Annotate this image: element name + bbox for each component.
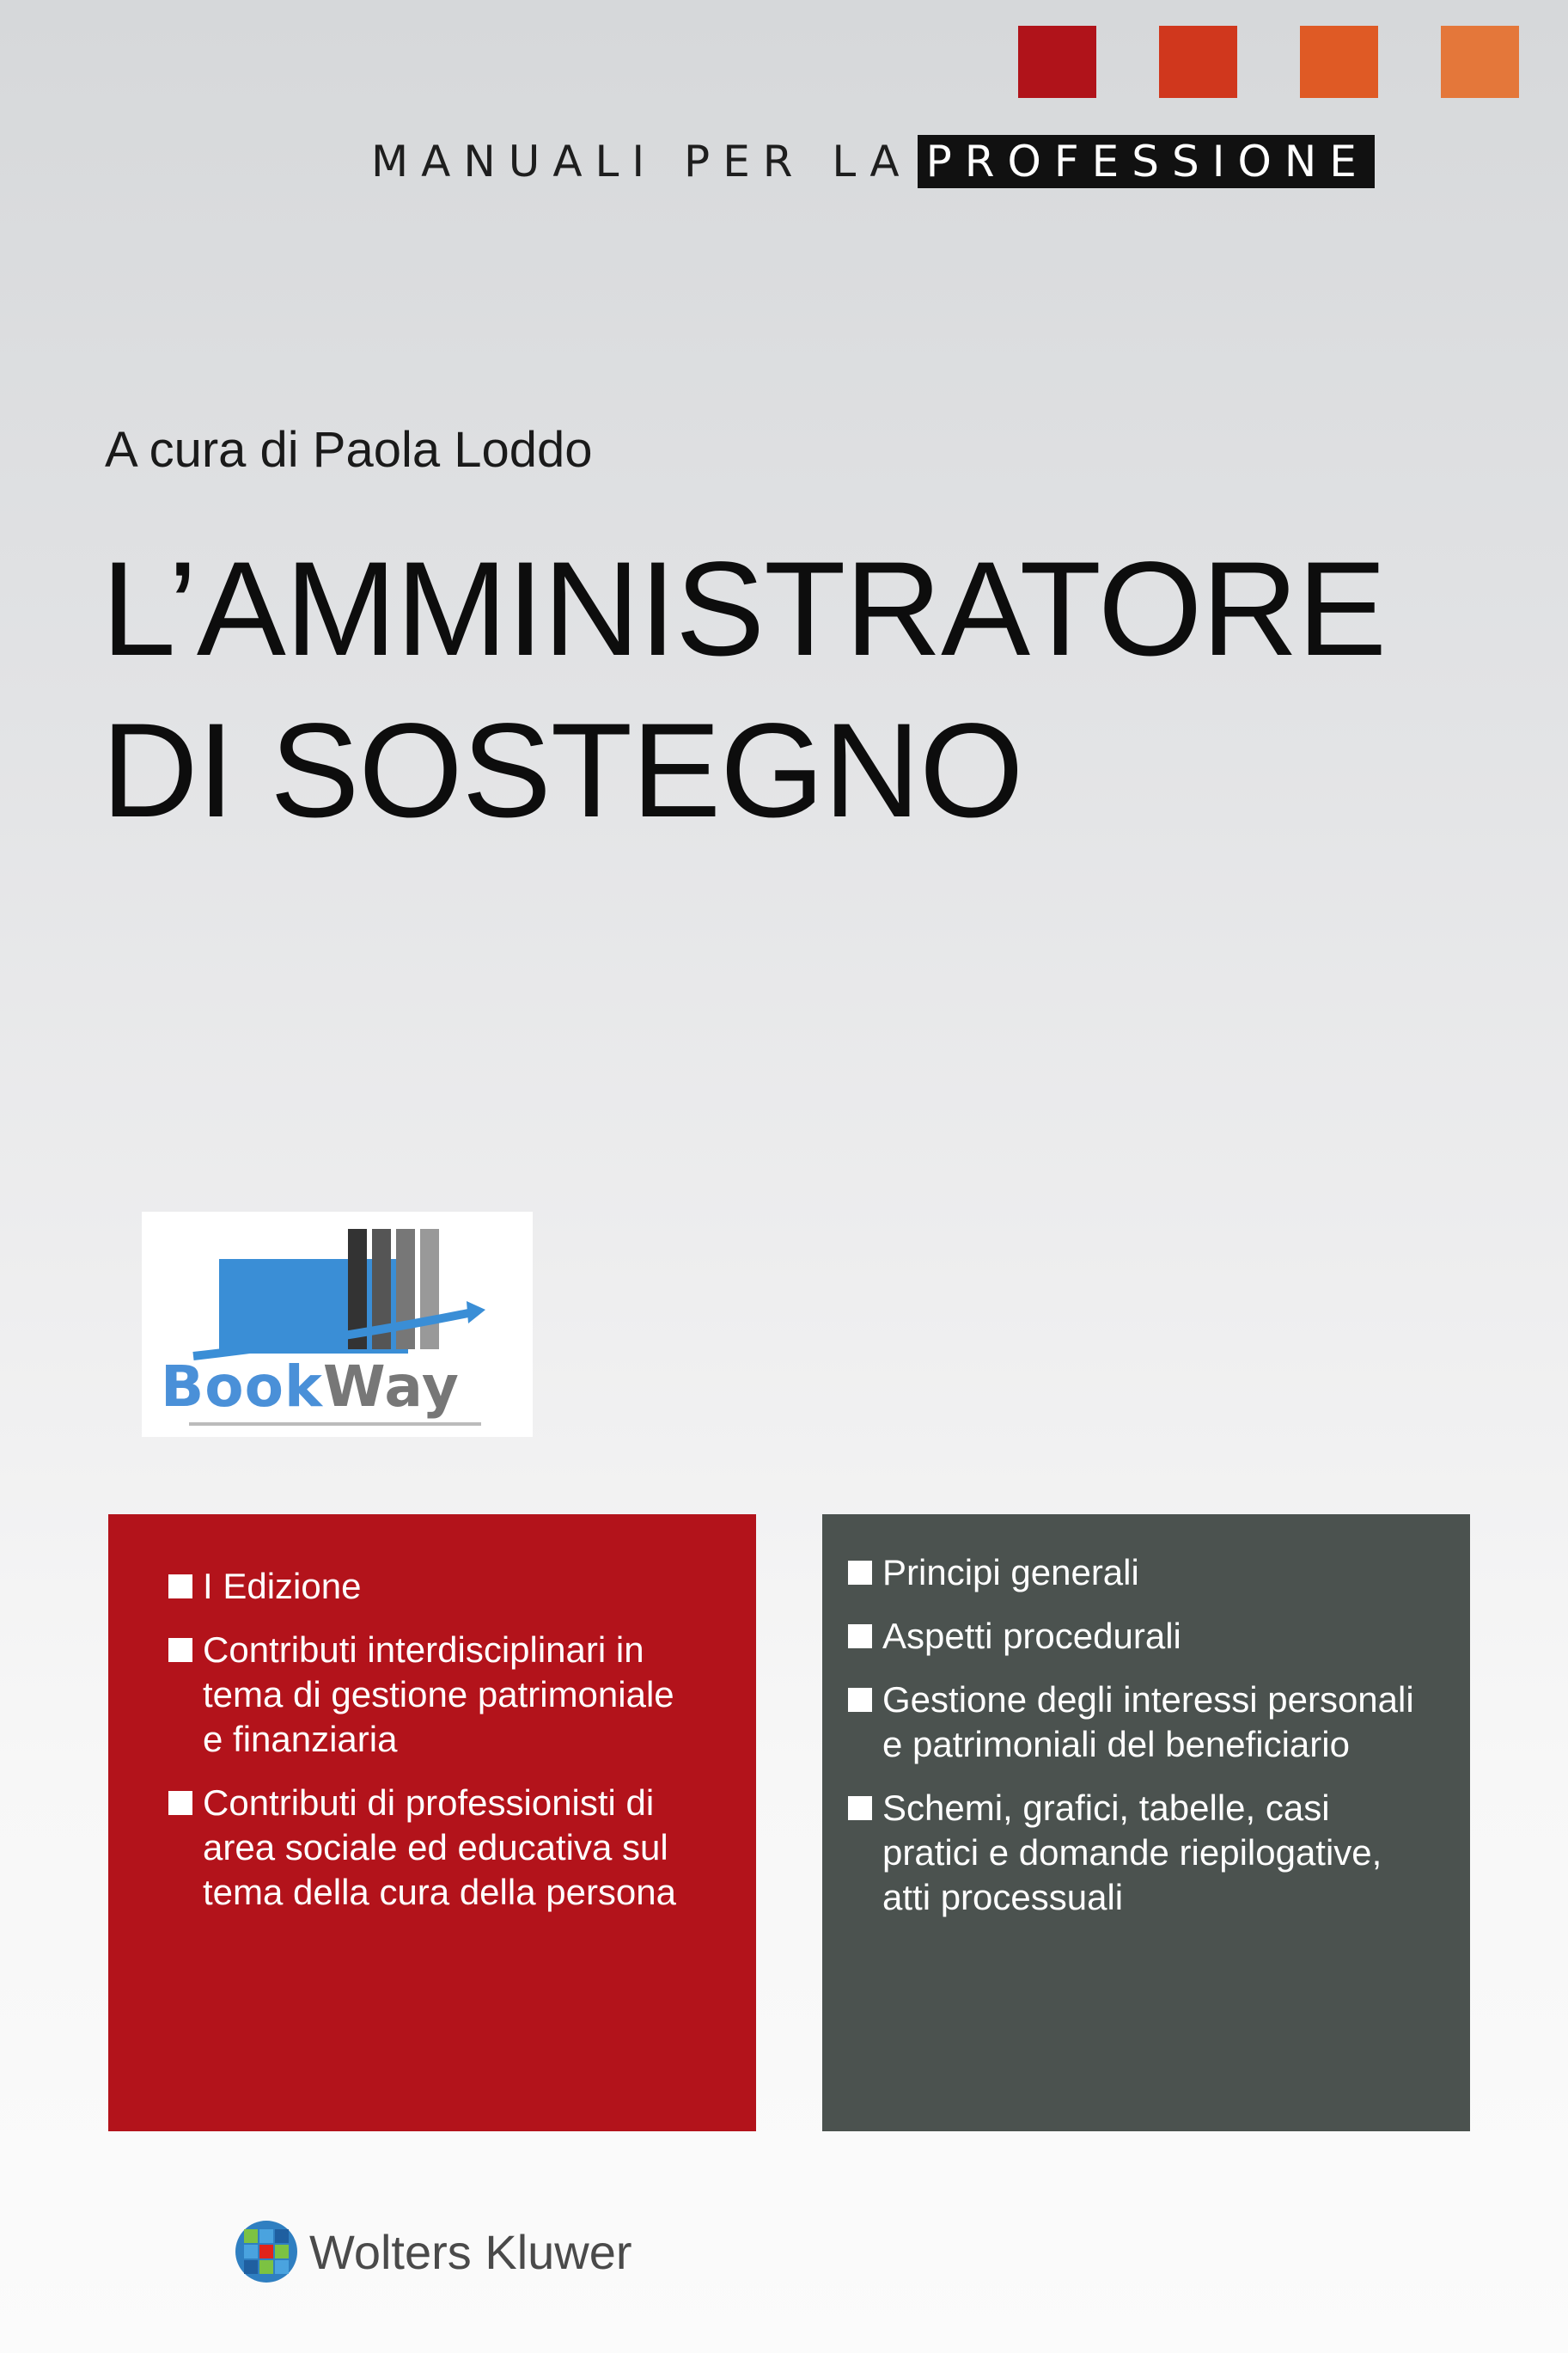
editor-line: A cura di Paola Loddo xyxy=(105,422,593,478)
series-title xyxy=(371,129,1375,194)
book-title-line-1: L’AMMINISTRATORE xyxy=(101,535,1387,684)
series-prefix: MANUALI PER LA xyxy=(371,137,912,186)
publisher-name: Wolters Kluwer xyxy=(309,2224,632,2279)
features-panel-right xyxy=(822,1514,1470,2131)
series-square-3 xyxy=(1300,26,1378,98)
bookway-wordmark: BookWay xyxy=(161,1354,460,1420)
series-square-2 xyxy=(1159,26,1237,98)
list-item: Principi generali xyxy=(848,1550,1436,1595)
square-bullet-icon xyxy=(168,1574,192,1598)
list-item: I Edizione xyxy=(168,1564,722,1609)
book-title-line-2: DI SOSTEGNO xyxy=(101,696,1023,846)
square-bullet-icon xyxy=(168,1791,192,1815)
list-item: Gestione degli interessi personali e patrimoniali del beneficiario xyxy=(848,1678,1436,1767)
square-bullet-icon xyxy=(848,1561,872,1585)
series-highlight: PROFESSIONE xyxy=(918,135,1375,188)
list-item: Schemi, grafici, tabelle, casi pratici e domande riepilogative, atti processuali xyxy=(848,1786,1436,1920)
wolters-kluwer-globe-icon xyxy=(232,2217,301,2286)
square-bullet-icon xyxy=(848,1796,872,1820)
book-title xyxy=(101,529,1386,852)
square-bullet-icon xyxy=(848,1624,872,1648)
square-bullet-icon xyxy=(848,1688,872,1712)
list-item: Contributi interdisciplinari in tema di gestione patrimoniale e finanziaria xyxy=(168,1628,722,1762)
list-item: Aspetti procedurali xyxy=(848,1614,1436,1659)
series-square-1 xyxy=(1018,26,1096,98)
square-bullet-icon xyxy=(168,1638,192,1662)
list-item: Contributi di professionisti di area sociale ed educativa sul tema della cura della persona xyxy=(168,1781,722,1915)
bookway-watermark xyxy=(142,1212,533,1437)
series-square-4 xyxy=(1441,26,1519,98)
features-panel-left xyxy=(108,1514,756,2131)
publisher-logo xyxy=(232,2217,632,2286)
